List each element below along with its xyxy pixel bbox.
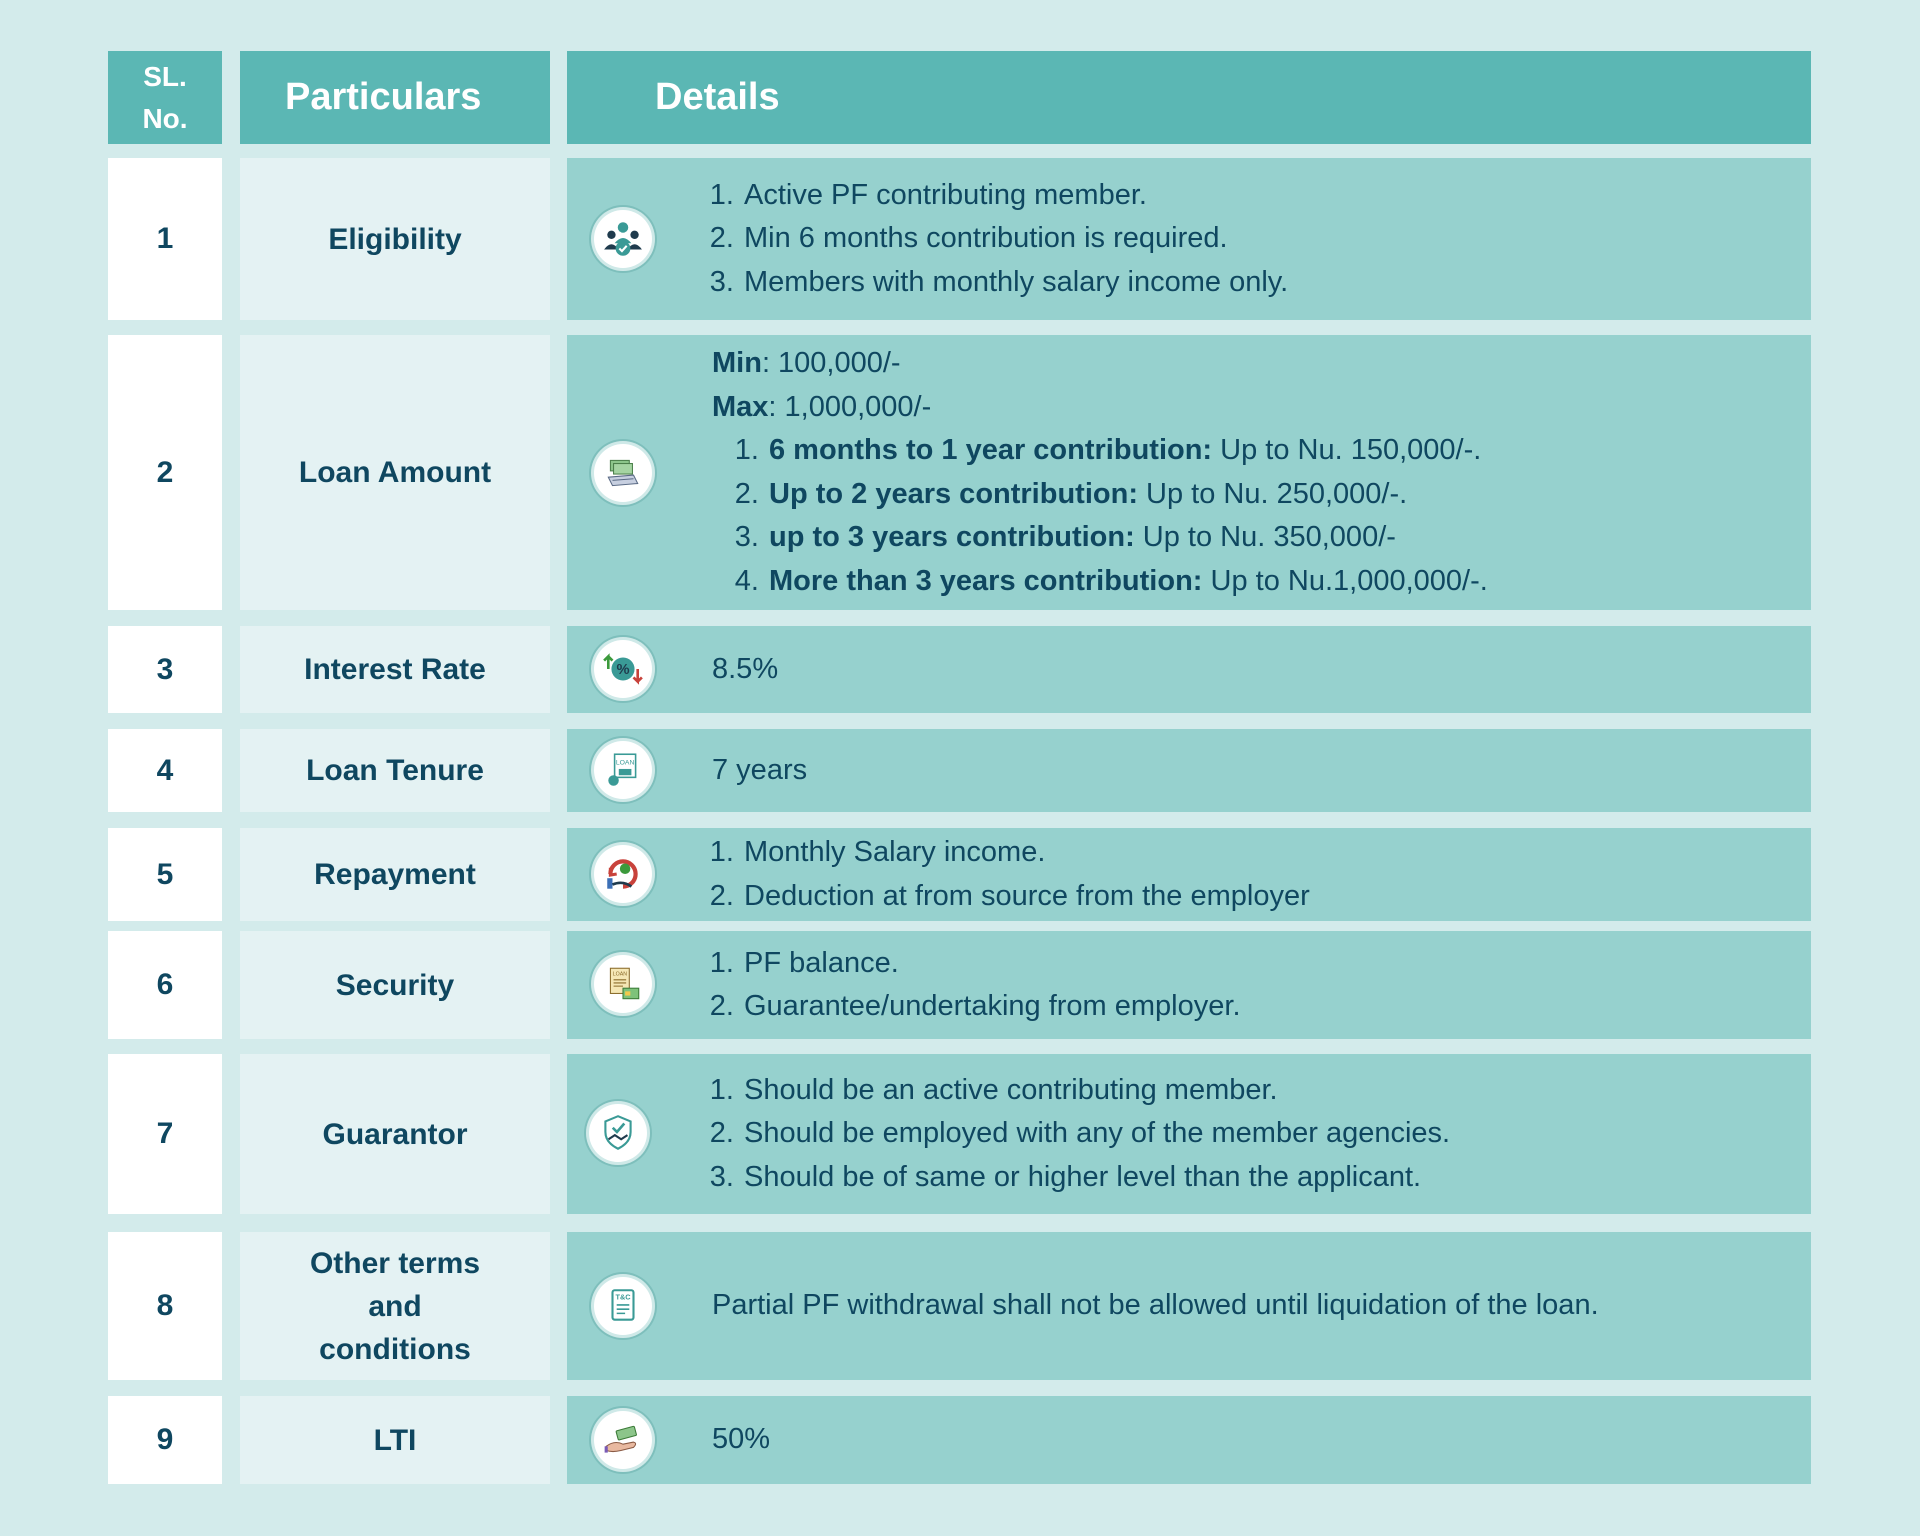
row-3-details bbox=[567, 626, 1811, 713]
money-hand-icon bbox=[594, 1411, 652, 1469]
min-value: : 100,000/- bbox=[761, 347, 901, 379]
loan-amount-list bbox=[712, 429, 1791, 603]
terms-document-icon bbox=[594, 1277, 652, 1335]
row-particulars-label: Repayment bbox=[314, 858, 476, 891]
header-sl-no-line2: No. bbox=[142, 102, 188, 134]
list-item: 3. Members with monthly salary income only. bbox=[742, 261, 1791, 305]
row-number: 6 bbox=[156, 968, 174, 1001]
item-value: Up to Nu. 250,000/-. bbox=[1137, 477, 1408, 510]
list-item: 1. Active PF contributing member. bbox=[742, 174, 1791, 218]
row-5-number bbox=[108, 828, 222, 921]
row-number: 8 bbox=[156, 1289, 174, 1322]
row-9-content bbox=[712, 1396, 1791, 1484]
list-item: 1. Monthly Salary income. bbox=[742, 831, 1791, 875]
interest-rate-value: 8.5% bbox=[712, 652, 779, 685]
eligibility-list bbox=[712, 174, 1791, 305]
row-2-details bbox=[567, 335, 1811, 610]
row-3-content bbox=[712, 626, 1791, 713]
row-9-number bbox=[108, 1396, 222, 1484]
row-5-particulars bbox=[240, 828, 550, 921]
min-amount-line bbox=[712, 342, 1791, 386]
loan-calendar-icon-text: LOAN bbox=[615, 759, 635, 767]
terms-icon-text: T&C bbox=[615, 1292, 631, 1302]
row-1-particulars bbox=[240, 158, 550, 320]
header-sl-no-line1: SL. bbox=[143, 60, 187, 92]
row-6-number bbox=[108, 931, 222, 1039]
row-particulars-label: Loan Amount bbox=[298, 456, 492, 489]
row-9-details bbox=[567, 1396, 1811, 1484]
row-particulars-line: Other terms bbox=[309, 1246, 481, 1280]
percent-arrows-icon bbox=[594, 640, 652, 698]
row-number: 4 bbox=[156, 753, 174, 787]
min-label: Min bbox=[712, 347, 762, 379]
row-6-content bbox=[712, 931, 1791, 1039]
row-8-details bbox=[567, 1232, 1811, 1380]
loan-document-card-icon bbox=[594, 955, 652, 1013]
header-particulars-label: Particulars bbox=[285, 76, 482, 118]
list-item: 2. Deduction at from source from the employer bbox=[742, 875, 1791, 919]
row-particulars-label: Security bbox=[335, 968, 455, 1002]
list-item bbox=[767, 473, 1791, 517]
row-2-number bbox=[108, 335, 222, 610]
repayment-list bbox=[712, 831, 1791, 918]
row-1-content bbox=[712, 158, 1791, 320]
list-item: 2. Should be employed with any of the member agencies. bbox=[742, 1112, 1791, 1156]
row-7-details bbox=[567, 1054, 1811, 1214]
security-list bbox=[712, 942, 1791, 1029]
row-7-particulars bbox=[240, 1054, 550, 1214]
row-8-particulars bbox=[240, 1232, 550, 1380]
list-item: 2. Guarantee/undertaking from employer. bbox=[742, 985, 1791, 1029]
lti-value: 50% bbox=[712, 1423, 771, 1456]
row-particulars-label: LTI bbox=[373, 1423, 417, 1457]
money-stack-icon bbox=[594, 444, 652, 502]
row-number: 7 bbox=[156, 1117, 174, 1150]
row-particulars-label: Guarantor bbox=[322, 1117, 468, 1151]
row-3-particulars bbox=[240, 626, 550, 713]
terms-text: Partial PF withdrawal shall not be allowed until liquidation of the loan. bbox=[712, 1289, 1599, 1322]
row-5-details bbox=[567, 828, 1811, 921]
row-2-content bbox=[712, 335, 1791, 610]
item-label: More than 3 years contribution: bbox=[769, 564, 1203, 597]
max-label: Max bbox=[712, 390, 769, 423]
item-value: Up to Nu. 350,000/- bbox=[1134, 521, 1396, 553]
row-4-content bbox=[712, 729, 1791, 812]
row-6-particulars bbox=[240, 931, 550, 1039]
row-6-details bbox=[567, 931, 1811, 1039]
list-item: 2. Min 6 months contribution is required. bbox=[742, 217, 1791, 261]
item-label: 6 months to 1 year contribution: bbox=[769, 434, 1213, 466]
list-item: 1. PF balance. bbox=[742, 942, 1791, 986]
row-9-particulars bbox=[240, 1396, 550, 1484]
max-value: : 1,000,000/- bbox=[768, 390, 932, 423]
row-4-details bbox=[567, 729, 1811, 812]
row-particulars-line: and bbox=[368, 1289, 422, 1323]
row-particulars-label: Loan Tenure bbox=[306, 754, 484, 787]
item-label: up to 3 years contribution: bbox=[769, 521, 1135, 553]
header-details-label: Details bbox=[655, 76, 780, 118]
list-item bbox=[767, 560, 1791, 604]
list-item: 3. Should be of same or higher level than the applicant. bbox=[742, 1156, 1791, 1200]
row-number: 3 bbox=[156, 652, 174, 686]
loan-document-icon-text: LOAN bbox=[612, 971, 627, 978]
row-8-content bbox=[712, 1232, 1791, 1380]
loan-tenure-value: 7 years bbox=[712, 753, 808, 786]
repayment-cycle-icon bbox=[594, 845, 652, 903]
row-1-details bbox=[567, 158, 1811, 320]
row-particulars-label: Interest Rate bbox=[304, 653, 486, 686]
list-item bbox=[767, 429, 1791, 473]
row-5-content bbox=[712, 828, 1791, 921]
row-number: 2 bbox=[156, 455, 174, 489]
row-7-content bbox=[712, 1054, 1791, 1214]
people-check-icon bbox=[594, 210, 652, 268]
loan-calendar-icon bbox=[594, 741, 652, 799]
row-particulars-label: Eligibility bbox=[328, 222, 462, 256]
row-number: 1 bbox=[156, 222, 174, 255]
list-item bbox=[767, 516, 1791, 560]
svg-text:%: % bbox=[616, 662, 630, 679]
row-3-number bbox=[108, 626, 222, 713]
row-1-number bbox=[108, 158, 222, 320]
header-particulars bbox=[240, 51, 550, 144]
item-value: Up to Nu.1,000,000/-. bbox=[1202, 564, 1488, 597]
max-amount-line bbox=[712, 386, 1791, 430]
item-label: Up to 2 years contribution: bbox=[769, 477, 1138, 510]
header-sl-no bbox=[108, 51, 222, 144]
row-7-number bbox=[108, 1054, 222, 1214]
row-2-particulars bbox=[240, 335, 550, 610]
guarantor-list bbox=[712, 1069, 1791, 1200]
row-4-particulars bbox=[240, 729, 550, 812]
list-item: 1. Should be an active contributing member. bbox=[742, 1069, 1791, 1113]
row-4-number bbox=[108, 729, 222, 812]
row-number: 9 bbox=[156, 1423, 174, 1456]
row-number: 5 bbox=[156, 857, 174, 891]
row-8-number bbox=[108, 1232, 222, 1380]
handshake-shield-icon bbox=[589, 1104, 647, 1162]
row-particulars-line: conditions bbox=[319, 1332, 471, 1366]
item-value: Up to Nu. 150,000/-. bbox=[1212, 434, 1482, 466]
header-details bbox=[567, 51, 1811, 144]
